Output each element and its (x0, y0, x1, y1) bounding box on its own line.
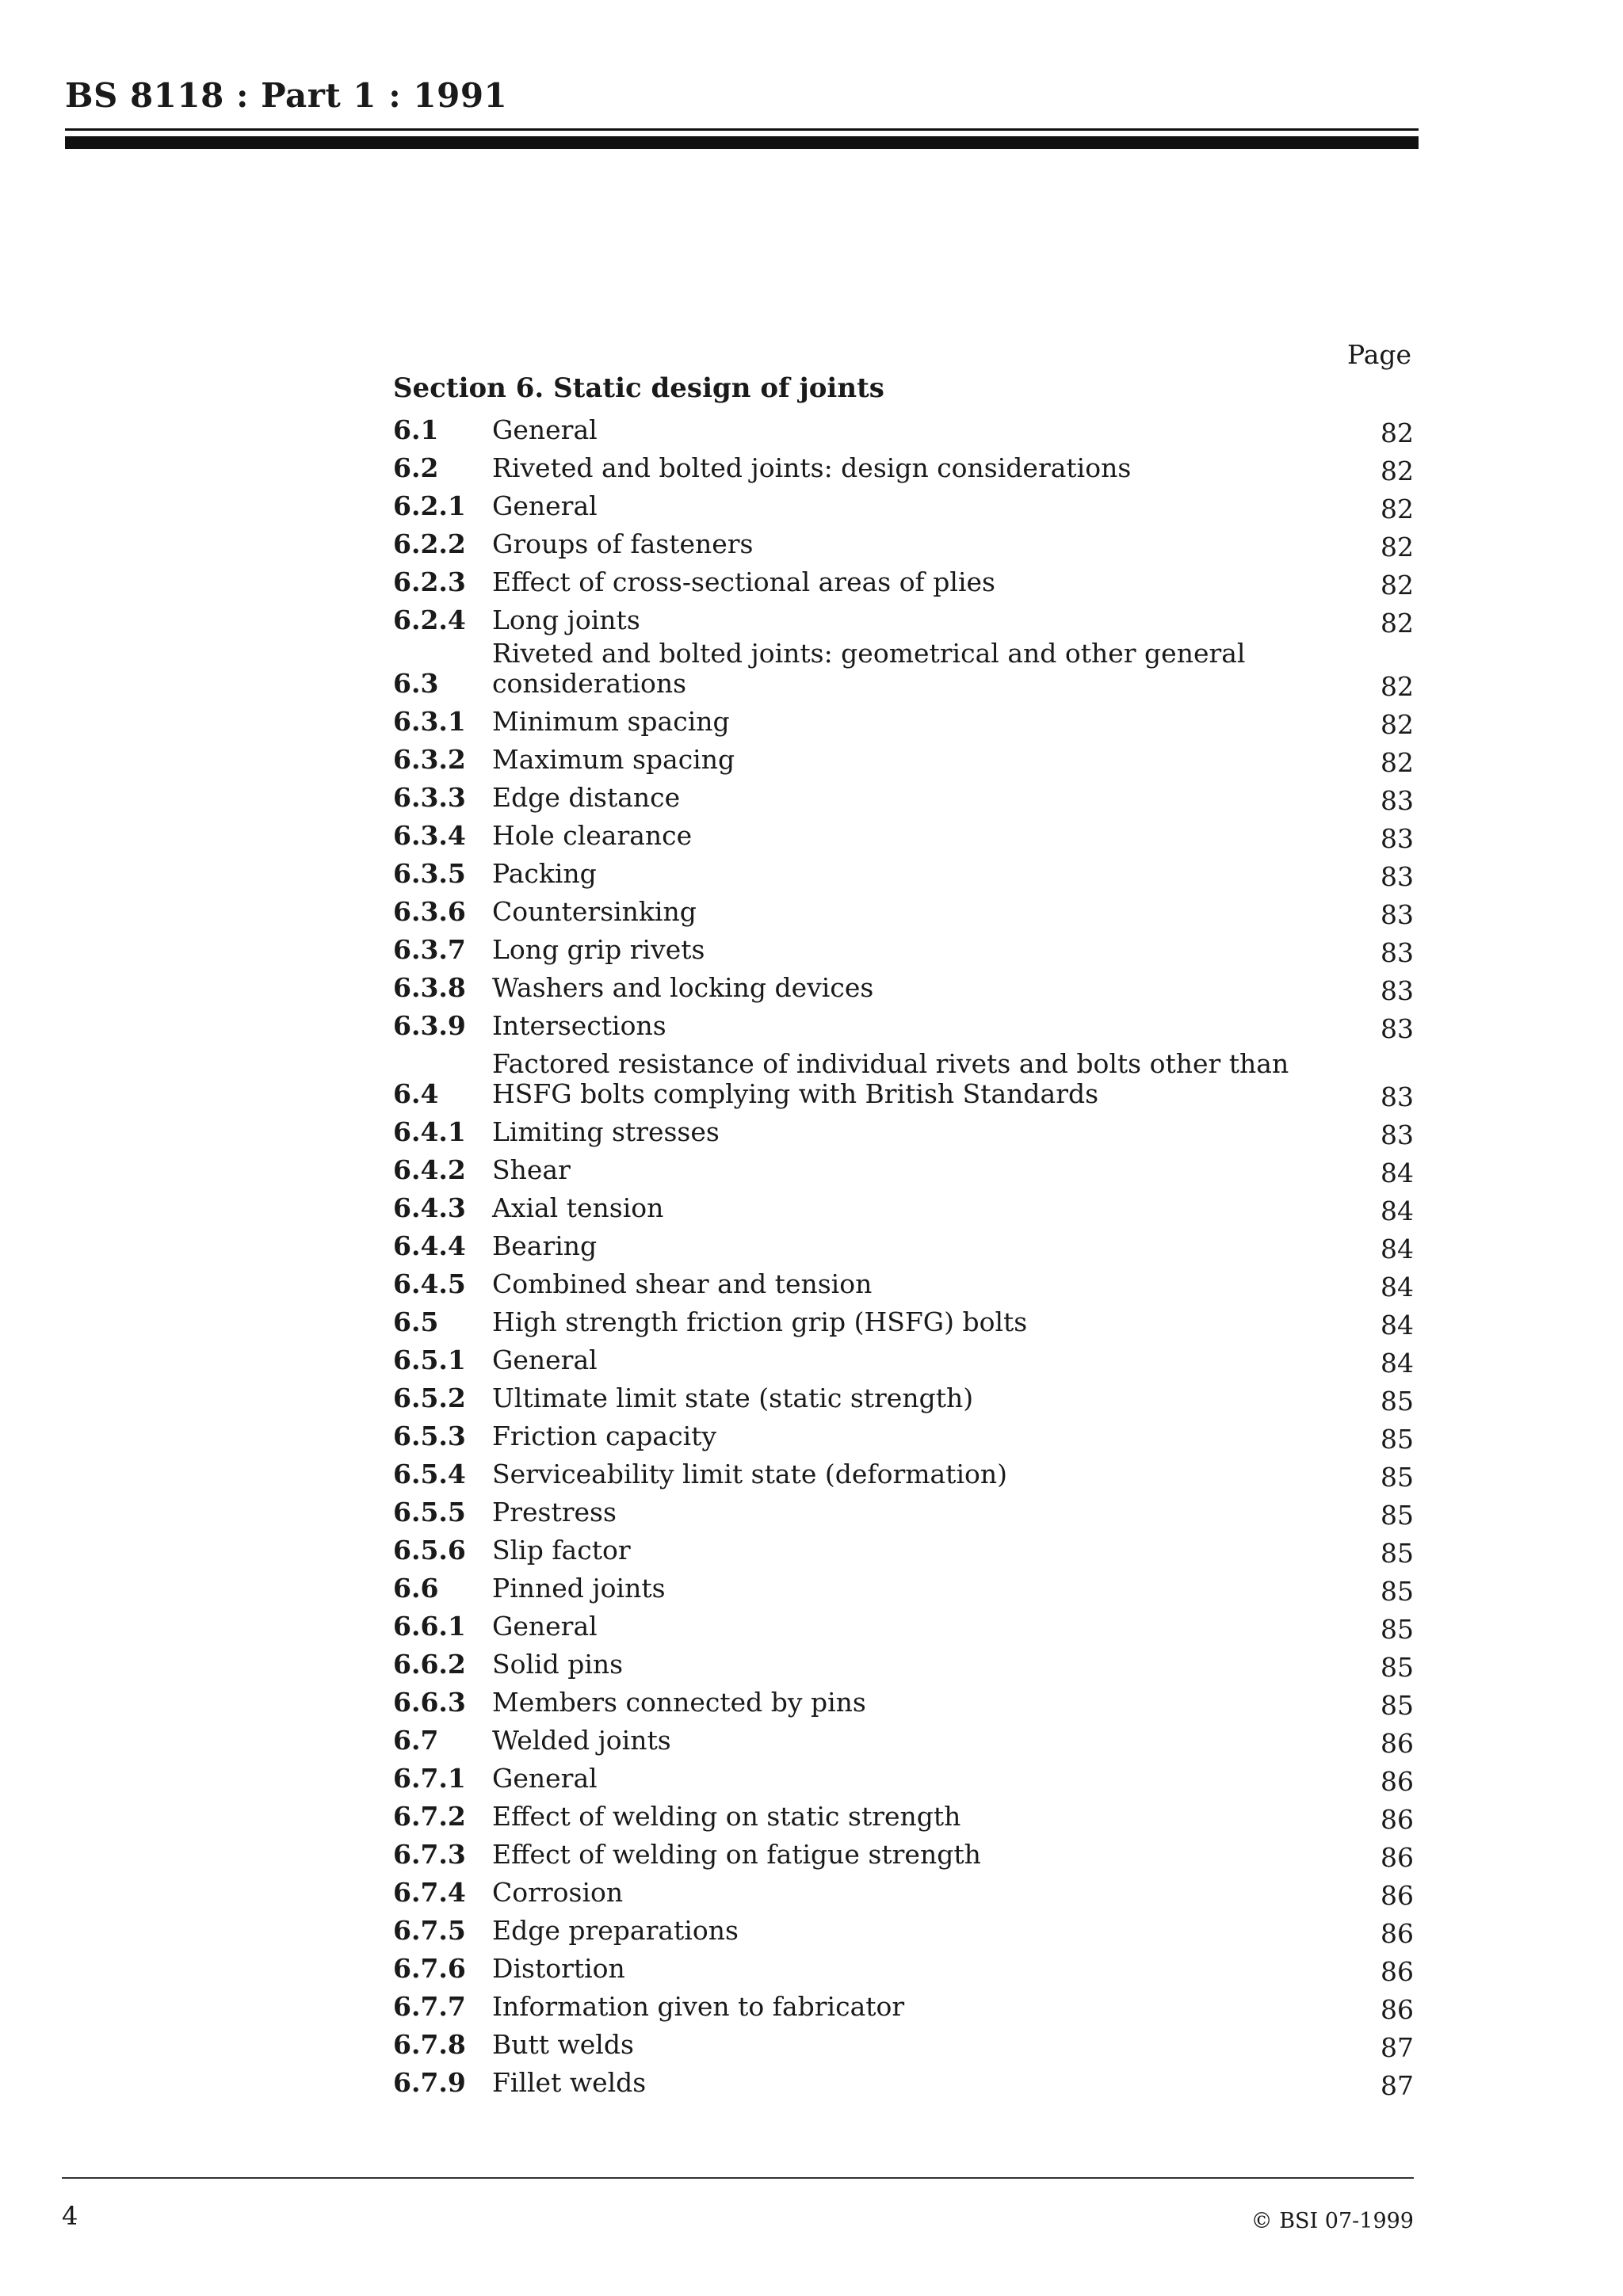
toc-entry-title: Limiting stresses (492, 1116, 720, 1147)
toc-entry-title: Edge distance (492, 782, 681, 813)
toc-entry-page: 85 (1381, 1500, 1414, 1531)
toc-entry (393, 1112, 1414, 1150)
toc-entry-page: 85 (1381, 1614, 1414, 1645)
toc-entry-page: 83 (1381, 823, 1414, 854)
toc-entry-page: 83 (1381, 899, 1414, 930)
toc-entry-page: 85 (1381, 1576, 1414, 1607)
toc-entry-title: Maximum spacing (492, 744, 735, 775)
toc-entry-title: Axial tension (492, 1192, 664, 1223)
toc-entry-page: 86 (1381, 1880, 1414, 1911)
toc-entry-page: 85 (1381, 1652, 1414, 1683)
toc-entry-title: Minimum spacing (492, 706, 730, 737)
toc-entry-number: 6.7.9 (393, 2067, 466, 2098)
toc-entry-page: 84 (1381, 1234, 1414, 1264)
toc-entry-number: 6.5.1 (393, 1344, 466, 1375)
toc-entry-page: 86 (1381, 1728, 1414, 1759)
toc-entry-number: 6.5.3 (393, 1421, 466, 1451)
toc-entry-number: 6.7 (393, 1725, 439, 1756)
toc-entry-number: 6.1 (393, 414, 439, 445)
toc-entry-title: General (492, 1344, 598, 1375)
toc-entry-number: 6.2.3 (393, 566, 466, 597)
toc-entry (393, 639, 1414, 702)
toc-entry-page: 83 (1381, 785, 1414, 816)
toc-entry-page: 83 (1381, 937, 1414, 968)
toc-entry-number: 6.4 (393, 1078, 439, 1109)
toc-entry-page: 84 (1381, 1158, 1414, 1188)
toc-entry (393, 816, 1414, 854)
toc-entry (393, 524, 1414, 563)
toc-entry-page: 85 (1381, 1690, 1414, 1721)
toc-entry (393, 930, 1414, 968)
toc-entry-title: Packing (492, 858, 597, 889)
toc-entry-number: 6.4.3 (393, 1192, 466, 1223)
toc-entry-number: 6.6.2 (393, 1649, 466, 1680)
toc-entry-page: 86 (1381, 1956, 1414, 1987)
toc-entry-page: 84 (1381, 1272, 1414, 1302)
toc-entry (393, 1188, 1414, 1226)
page-column-label: Page (1347, 339, 1412, 370)
toc-entry-number: 6.4.2 (393, 1154, 466, 1185)
toc-entry-page: 82 (1381, 532, 1414, 563)
toc-entry-number: 6.4.4 (393, 1230, 466, 1261)
toc-entry-title: Serviceability limit state (deformation) (492, 1459, 1007, 1489)
toc-entry (393, 1645, 1414, 1683)
toc-entry-title: Effect of welding on static strength (492, 1801, 961, 1832)
toc-entry-number: 6.6.1 (393, 1611, 466, 1642)
toc-entry-number: 6.4.5 (393, 1268, 466, 1299)
toc-entry-title: Information given to fabricator (492, 1991, 905, 2022)
toc-entry-number: 6.7.3 (393, 1839, 466, 1870)
toc-entry (393, 1987, 1414, 2025)
toc-entry-number: 6.7.6 (393, 1953, 466, 1984)
toc-entry-number: 6.5.4 (393, 1459, 466, 1489)
toc-entry-number: 6.3.8 (393, 972, 466, 1003)
toc-entry-title: Factored resistance of individual rivets and bolts other than HSFG bolts complying with British Standards (492, 1048, 1289, 1109)
toc-entry (393, 1417, 1414, 1455)
toc-entry (393, 778, 1414, 816)
toc-entry-number: 6.3.2 (393, 744, 466, 775)
toc-entry-page: 85 (1381, 1424, 1414, 1455)
toc-entry (393, 1226, 1414, 1264)
toc-entry-page: 87 (1381, 2032, 1414, 2063)
footer-rule (62, 2177, 1414, 2179)
toc-entry-title: General (492, 414, 598, 445)
toc-entry-number: 6.2.1 (393, 490, 466, 521)
toc-entry-page: 87 (1381, 2070, 1414, 2101)
toc-entry-title: Washers and locking devices (492, 972, 874, 1003)
toc-entry-title: Members connected by pins (492, 1687, 866, 1718)
toc-entry-page: 82 (1381, 608, 1414, 639)
toc-entry (393, 1531, 1414, 1569)
toc-entry-title: Prestress (492, 1497, 617, 1527)
toc-entry (393, 1302, 1414, 1341)
toc-entry-page: 82 (1381, 494, 1414, 524)
document-header-title: BS 8118 : Part 1 : 1991 (65, 76, 508, 115)
toc-entry-title: Solid pins (492, 1649, 624, 1680)
toc-entry-title: Pinned joints (492, 1573, 666, 1604)
toc-entry-title: Combined shear and tension (492, 1268, 873, 1299)
toc-entry-number: 6.2.2 (393, 528, 466, 559)
toc-entry-title: Groups of fasteners (492, 528, 754, 559)
toc-entry-page: 82 (1381, 456, 1414, 486)
toc-entry-number: 6.3.4 (393, 820, 466, 851)
toc-entry-page: 85 (1381, 1386, 1414, 1417)
toc-entry (393, 1264, 1414, 1302)
toc-entry-number: 6.5.5 (393, 1497, 466, 1527)
toc-entry-title: Corrosion (492, 1877, 624, 1908)
toc-entry-title: Riveted and bolted joints: design considerations (492, 452, 1132, 483)
toc-entry-page: 86 (1381, 1766, 1414, 1797)
toc-entry (393, 968, 1414, 1006)
toc-entry-title: Long grip rivets (492, 934, 705, 965)
toc-entry (393, 2025, 1414, 2063)
toc-entry (393, 486, 1414, 524)
toc-entry-number: 6.3.7 (393, 934, 466, 965)
toc-entry (393, 448, 1414, 486)
toc-entry-title: Distortion (492, 1953, 625, 1984)
toc-entry-title: Hole clearance (492, 820, 693, 851)
toc-entry-page: 86 (1381, 1994, 1414, 2025)
toc-entry (393, 1873, 1414, 1911)
toc-entry (393, 1379, 1414, 1417)
toc-entry-number: 6.6.3 (393, 1687, 466, 1718)
toc-entry-title: Countersinking (492, 896, 697, 927)
header-thick-rule (65, 136, 1419, 149)
toc-entry (393, 601, 1414, 639)
toc-entry-number: 6.7.7 (393, 1991, 466, 2022)
toc-entry-page: 83 (1381, 861, 1414, 892)
toc-entry (393, 740, 1414, 778)
toc-entry-title: Edge preparations (492, 1915, 739, 1946)
footer-page-number: 4 (62, 2201, 78, 2231)
toc-entry-title: Effect of cross-sectional areas of plies (492, 566, 995, 597)
toc-entry-title: Welded joints (492, 1725, 671, 1756)
toc-entry-title: Long joints (492, 605, 640, 635)
toc-entry-number: 6.2.4 (393, 605, 466, 635)
toc-entry-number: 6.5.6 (393, 1535, 466, 1566)
toc-entry-number: 6.7.5 (393, 1915, 466, 1946)
toc-entry-page: 82 (1381, 671, 1414, 702)
toc-entry-number: 6.3.9 (393, 1010, 466, 1041)
toc-entry-page: 83 (1381, 975, 1414, 1006)
toc-entry-page: 84 (1381, 1196, 1414, 1226)
toc-entry-number: 6.5.2 (393, 1383, 466, 1413)
toc-entry-page: 86 (1381, 1804, 1414, 1835)
toc-entry-number: 6.7.2 (393, 1801, 466, 1832)
toc-entry-number: 6.5 (393, 1306, 439, 1337)
toc-entry-number: 6.7.1 (393, 1763, 466, 1794)
toc-entry-number: 6.3.6 (393, 896, 466, 927)
toc-entry (393, 1911, 1414, 1949)
toc-entry-number: 6.7.4 (393, 1877, 466, 1908)
toc-entry (393, 563, 1414, 601)
toc-entry-title: Ultimate limit state (static strength) (492, 1383, 974, 1413)
toc-entry (393, 410, 1414, 448)
toc-entry-title: Butt welds (492, 2029, 634, 2060)
footer-copyright: © BSI 07-1999 (1251, 2209, 1414, 2233)
toc-entry-title: Effect of welding on fatigue strength (492, 1839, 981, 1870)
toc-entry (393, 1683, 1414, 1721)
toc-entry-title: General (492, 1611, 598, 1642)
toc-entry-number: 6.3.1 (393, 706, 466, 737)
toc-entry-title: High strength friction grip (HSFG) bolts (492, 1306, 1028, 1337)
toc-entry (393, 1341, 1414, 1379)
toc-entry-page: 82 (1381, 570, 1414, 601)
toc-entry-title: Shear (492, 1154, 571, 1185)
toc-entry-number: 6.4.1 (393, 1116, 466, 1147)
toc-entry (393, 1044, 1414, 1112)
toc-entry (393, 1569, 1414, 1607)
table-of-contents (393, 410, 1414, 2101)
toc-entry-title: Riveted and bolted joints: geometrical and other general considerations (492, 638, 1246, 699)
toc-entry (393, 1455, 1414, 1493)
toc-entry (393, 1006, 1414, 1044)
toc-entry-page: 82 (1381, 747, 1414, 778)
toc-entry-page: 83 (1381, 1081, 1414, 1112)
toc-entry-title: Fillet welds (492, 2067, 647, 2098)
toc-entry (393, 702, 1414, 740)
toc-entry-number: 6.6 (393, 1573, 439, 1604)
toc-entry-page: 82 (1381, 709, 1414, 740)
toc-entry (393, 1721, 1414, 1759)
toc-entry-page: 85 (1381, 1462, 1414, 1493)
toc-entry (393, 1835, 1414, 1873)
toc-entry-number: 6.3.5 (393, 858, 466, 889)
toc-entry-page: 83 (1381, 1013, 1414, 1044)
toc-entry (393, 1759, 1414, 1797)
toc-entry-page: 82 (1381, 418, 1414, 448)
toc-entry-title: Friction capacity (492, 1421, 717, 1451)
toc-entry-title: General (492, 490, 598, 521)
toc-entry-number: 6.3 (393, 668, 439, 699)
toc-entry-title: Slip factor (492, 1535, 631, 1566)
toc-entry (393, 2063, 1414, 2101)
toc-entry (393, 1949, 1414, 1987)
toc-entry-page: 86 (1381, 1842, 1414, 1873)
toc-entry (393, 854, 1414, 892)
toc-entry (393, 1797, 1414, 1835)
toc-entry (393, 1493, 1414, 1531)
toc-entry-title: Bearing (492, 1230, 598, 1261)
header-thin-rule (65, 128, 1419, 131)
section-heading: Section 6. Static design of joints (393, 372, 884, 404)
toc-entry-page: 86 (1381, 1918, 1414, 1949)
toc-entry-page: 83 (1381, 1119, 1414, 1150)
toc-entry-page: 85 (1381, 1538, 1414, 1569)
toc-entry-page: 84 (1381, 1310, 1414, 1341)
toc-entry-title: General (492, 1763, 598, 1794)
toc-entry-number: 6.7.8 (393, 2029, 466, 2060)
toc-entry (393, 892, 1414, 930)
toc-entry-page: 84 (1381, 1348, 1414, 1379)
toc-entry-number: 6.3.3 (393, 782, 466, 813)
toc-entry (393, 1607, 1414, 1645)
toc-entry (393, 1150, 1414, 1188)
toc-entry-title: Intersections (492, 1010, 666, 1041)
toc-entry-number: 6.2 (393, 452, 439, 483)
